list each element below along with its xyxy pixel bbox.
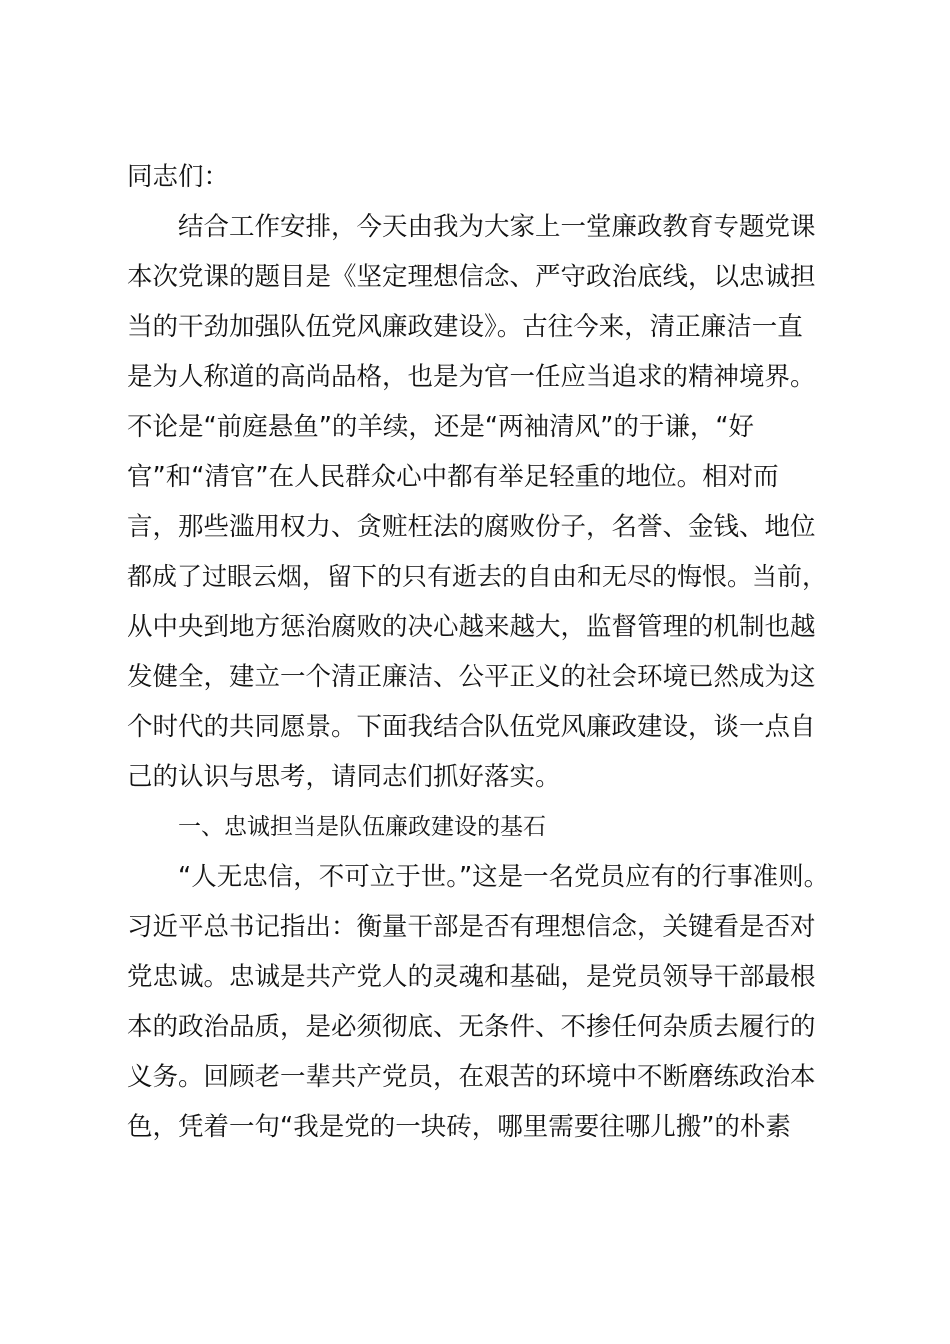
text-line: 从中央到地方惩治腐败的决心越来越大，监督管理的机制也越 <box>127 612 816 642</box>
text-line: 本的政治品质，是必须彻底、无条件、不掺任何杂质去履行的 <box>127 1012 816 1042</box>
text-line: 都成了过眼云烟，留下的只有逝去的自由和无尽的悔恨。当前， <box>127 562 828 591</box>
text-line: 言，那些滥用权力、贪赃枉法的腐败份子，名誉、金钱、地位 <box>127 512 816 542</box>
text-line: 官”和“清官”在人民群众心中都有举足轻重的地位。相对而 <box>127 462 779 492</box>
text-line: 本次党课的题目是《坚定理想信念、严守政治底线，以忠诚担 <box>127 262 816 292</box>
text-line: 个时代的共同愿景。下面我结合队伍党风廉政建设，谈一点自 <box>127 712 816 742</box>
text-line: 是为人称道的高尚品格，也是为官一任应当追求的精神境界。 <box>127 362 816 392</box>
text-line: 色，凭着一句“我是党的一块砖，哪里需要往哪儿搬”的朴素 <box>127 1112 791 1142</box>
text-line: 党忠诚。忠诚是共产党人的灵魂和基础，是党员领导干部最根 <box>127 962 816 992</box>
section-heading: 一、忠诚担当是队伍廉政建设的基石 <box>178 814 546 840</box>
text-line: 发健全，建立一个清正廉洁、公平正义的社会环境已然成为这 <box>127 662 816 692</box>
text-line: 同志们： <box>127 162 230 192</box>
text-line: 不论是“前庭悬鱼”的羊续，还是“两袖清风”的于谦，“好 <box>127 412 755 442</box>
text-line: 结合工作安排，今天由我为大家上一堂廉政教育专题党课 <box>178 212 816 242</box>
text-line: 习近平总书记指出：衡量干部是否有理想信念，关键看是否对 <box>127 912 816 942</box>
text-line: “人无忠信，不可立于世。”这是一名党员应有的行事准则。 <box>178 862 830 892</box>
text-line: 当的干劲加强队伍党风廉政建设》。古往今来，清正廉洁一直 <box>127 312 803 342</box>
document-body <box>127 152 837 1152</box>
text-line: 义务。回顾老一辈共产党员，在艰苦的环境中不断磨练政治本 <box>127 1062 816 1092</box>
text-line: 己的认识与思考，请同志们抓好落实。 <box>127 762 561 792</box>
